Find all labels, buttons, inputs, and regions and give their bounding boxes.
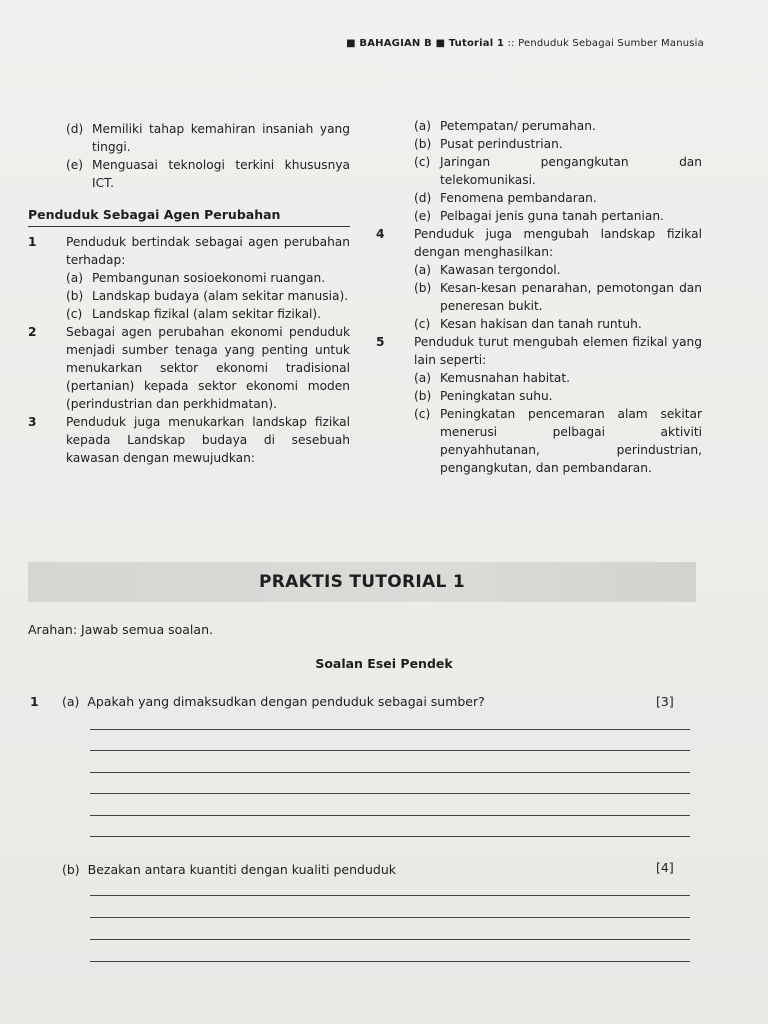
point-3: 3 Penduduk juga menukarkan landskap fizikal kepada Landskap budaya di sesebuah kawasan dengan mewujudkan: (28, 415, 350, 465)
left-top-list (28, 120, 350, 192)
right-column (376, 117, 702, 477)
list-item: (d) Fenomena pembandaran. (414, 191, 597, 205)
list-item: (b) Landskap budaya (alam sekitar manusia). (66, 289, 349, 303)
answer-line[interactable] (90, 772, 690, 773)
instruction-text: Arahan: Jawab semua soalan. (28, 622, 213, 637)
running-header (346, 38, 704, 49)
list-item: (c) Landskap fizikal (alam sekitar fizikal). (66, 307, 322, 321)
list-item: (d) Memiliki tahap kemahiran insaniah yang tinggi. (66, 122, 350, 154)
section-heading: Penduduk Sebagai Agen Perubahan (28, 206, 350, 227)
question-1b: (b) Bezakan antara kuantiti dengan kualiti penduduk (62, 862, 396, 877)
answer-line[interactable] (90, 917, 690, 918)
list-item: (a) Pembangunan sosioekonomi ruangan. (66, 271, 326, 285)
left-column (28, 120, 350, 467)
header-tutorial: Tutorial 1 (448, 38, 505, 49)
practice-title: PRAKTIS TUTORIAL 1 (259, 572, 465, 592)
list-item: (a) Petempatan/ perumahan. (414, 119, 596, 133)
practice-subtitle: Soalan Esei Pendek (315, 656, 453, 671)
answer-line[interactable] (90, 815, 690, 816)
answer-line[interactable] (90, 729, 690, 730)
practice-banner (28, 562, 696, 602)
list-item: (b) Kesan-kesan penarahan, pemotongan dan peneresan bukit. (414, 281, 702, 313)
answer-line[interactable] (90, 836, 690, 837)
list-item: (e) Pelbagai jenis guna tanah pertanian. (414, 209, 664, 223)
answer-line[interactable] (90, 939, 690, 940)
question-1a: (a) Apakah yang dimaksudkan dengan penduduk sebagai sumber? (62, 694, 485, 709)
point-2: 2 Sebagai agen perubahan ekonomi penduduk menjadi sumber tenaga yang penting untuk menukarkan sektor ekonomi tradisional (pertanian) kepada sektor ekonomi moden (perindustrian dan perkhidmatan). (28, 325, 350, 411)
answer-line[interactable] (90, 793, 690, 794)
question-number: 1 (30, 694, 39, 709)
point-4: 4 Penduduk juga mengubah landskap fizikal dengan menghasilkan: (a) Kawasan tergondol. (b) Kesan-kesan penarahan, pemotongan dan peneresan bukit. (c) Kesan hakisan dan tanah runtuh. (376, 227, 702, 331)
header-separator: :: (504, 38, 519, 49)
header-topic: Penduduk Sebagai Sumber Manusia (518, 38, 704, 49)
answer-line[interactable] (90, 895, 690, 896)
marks-1a: [3] (656, 694, 674, 709)
list-item: (c) Peningkatan pencemaran alam sekitar menerusi pelbagai aktiviti penyahhutanan, perindustrian, pengangkutan, dan pembandaran. (414, 407, 702, 475)
list-item: (c) Jaringan pengangkutan dan telekomunikasi. (414, 155, 702, 187)
list-item: (c) Kesan hakisan dan tanah runtuh. (414, 317, 642, 331)
right-top-list (376, 117, 702, 225)
point-1: 1 Penduduk bertindak sebagai agen perubahan terhadap: (a) Pembangunan sosioekonomi ruangan. (b) Landskap budaya (alam sekitar manusia). (c) Landskap fizikal (alam sekitar fizikal). (28, 235, 350, 321)
answer-line[interactable] (90, 750, 690, 751)
list-item: (b) Peningkatan suhu. (414, 389, 553, 403)
header-section: ■ BAHAGIAN B ■ (346, 38, 446, 49)
marks-1b: [4] (656, 860, 674, 875)
answer-line[interactable] (90, 961, 690, 962)
list-item: (e) Menguasai teknologi terkini khususnya ICT. (66, 158, 350, 190)
list-item: (b) Pusat perindustrian. (414, 137, 563, 151)
list-item: (a) Kemusnahan habitat. (414, 371, 571, 385)
point-5: 5 Penduduk turut mengubah elemen fizikal yang lain seperti: (a) Kemusnahan habitat. (b) Peningkatan suhu. (c) Peningkatan pencemaran alam sekitar menerusi pelbagai aktiviti penyahhutanan, perindustrian, pengangkutan, dan pembandaran. (376, 335, 702, 475)
list-item: (a) Kawasan tergondol. (414, 263, 561, 277)
